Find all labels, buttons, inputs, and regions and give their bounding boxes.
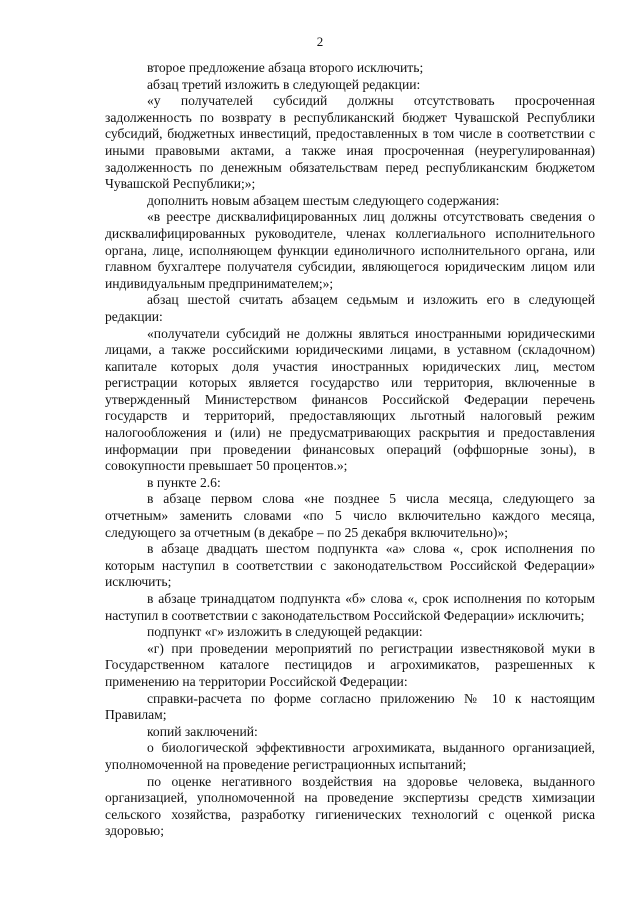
paragraph: о биологической эффективности агрохимиката, выданного организацией, уполномоченной на проведение регистрационных испытаний;: [105, 740, 595, 772]
paragraph: справки-расчета по форме согласно приложению № 10 к настоящим Правилам;: [105, 690, 595, 723]
paragraph: в пункте 2.6:: [147, 474, 221, 490]
paragraph: второе предложение абзаца второго исключить;: [147, 60, 424, 75]
paragraph: «г) при проведении мероприятий по регистрации известняковой муки в Государственном каталоге пестицидов и агрохимикатов, разрешенных к применению на территории Российской Федерации:: [105, 640, 595, 689]
paragraph: «получатели субсидий не должны являться иностранными юридическими лицами, а также российскими юридическими лицами, в уставном (складочном) капитале которых доля участия иностранных юридических лиц, местом регистрации которых является государство или территория, включенные в утвержденный Министерством финансов Российской Федерации перечень государств и территорий, предоставляющих льготный налоговый режим налогообложения и (или) не предусматривающих раскрытия и предоставления информации при проведении финансовых операций (оффшорные зоны), в совокупности превышает 50 процентов.»;: [105, 325, 595, 474]
paragraph: «у получателей субсидий должны отсутствовать просроченная задолженность по возврату в республиканский бюджет Чувашской Республики субсидий, бюджетных инвестиций, предоставленных в том числе в соответствии с иными правовыми актами, а также иная просроченная (неурегулированная) задолженность по денежным обязательствам перед республиканским бюджетом Чувашской Республики;»;: [105, 93, 595, 192]
paragraph: по оценке негативного воздействия на здоровье человека, выданного организацией, уполномоченной на проведение экспертизы средств химизации сельского хозяйства, разработку гигиенических технологий с оценкой риска здоровью;: [105, 773, 595, 839]
paragraph: «в реестре дисквалифицированных лиц должны отсутствовать сведения о дисквалифицированных руководителе, членах коллегиального исполнительного органа, лице, исполняющем функции единоличного исполнительного органа, или главном бухгалтере получателя субсидии, являющегося юридическим лицом или индивидуальным предпринимателем;»;: [105, 209, 595, 291]
paragraph: дополнить новым абзацем шестым следующего содержания:: [147, 192, 500, 208]
paragraph: абзац шестой считать абзацем седьмым и изложить его в следующей редакции:: [105, 292, 595, 324]
paragraph: в абзаце первом слова «не позднее 5 числа месяца, следующего за отчетным» заменить словами «по 5 число включительно каждого месяца, следующего за отчетным (в декабре – по 25 декабря включительно)»;: [105, 491, 595, 540]
paragraph: в абзаце тринадцатом подпункта «б» слова «, срок исполнения по которым наступил в соответствии с законодательством Российской Федерации» исключить;: [105, 591, 595, 623]
paragraph: в абзаце двадцать шестом подпункта «а» слова «, срок исполнения по которым наступил в соответствии с законодательством Российской Федерации» исключить;: [105, 541, 595, 590]
paragraph: копий заключений:: [147, 723, 258, 739]
page-number: 2: [316, 34, 324, 49]
paragraph: подпункт «г» изложить в следующей редакции:: [147, 624, 423, 640]
document-body: [105, 60, 595, 840]
paragraph: абзац третий изложить в следующей редакции:: [147, 76, 421, 92]
